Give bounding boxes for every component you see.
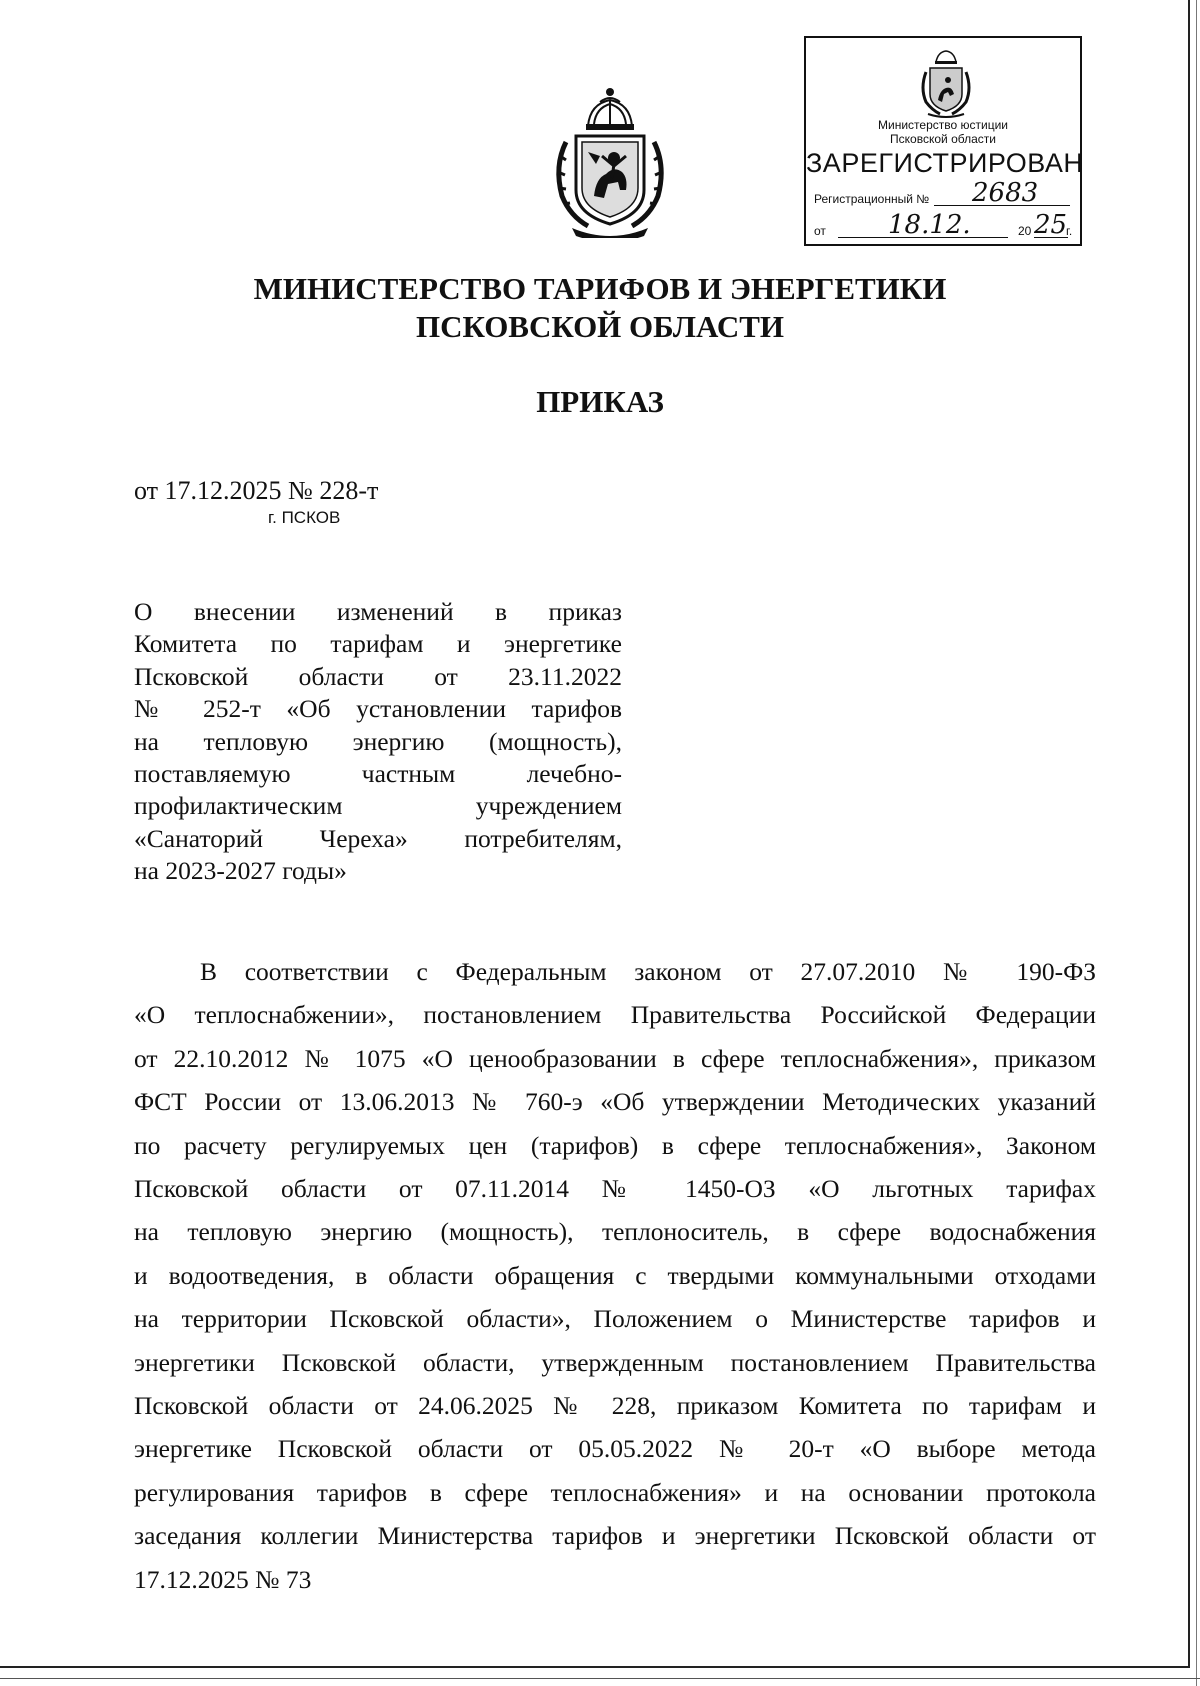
stamp-reg-label: Регистрационный №: [814, 192, 930, 206]
subject-line: поставляемую частным лечебно-: [134, 759, 622, 789]
body-line: 17.12.2025 № 73: [134, 1564, 312, 1594]
stamp-date: 18.12.: [888, 210, 971, 240]
body-line: В соответствии с Федеральным законом от 27.07.2010 № 190-ФЗ: [200, 957, 1096, 986]
stamp-date-line: [812, 210, 1076, 240]
stamp-year: 25: [1034, 210, 1068, 240]
stamp-registration-line: [812, 178, 1076, 208]
body-line: и водоотведения, в области обращения с твердыми коммунальными отходами: [134, 1260, 1096, 1290]
subject-line: на тепловую энергию (мощность),: [134, 726, 622, 756]
subject-line: профилактическим учреждением: [134, 791, 622, 821]
stamp-ministry-line2: Псковской области: [890, 132, 996, 146]
order-city: г. ПСКОВ: [268, 508, 341, 527]
stamp-date-prefix: от: [814, 224, 826, 238]
body-line: по расчету регулируемых цен (тарифов) в сфере теплоснабжения», Законом: [134, 1130, 1096, 1160]
body-line: заседания коллегии Министерства тарифов и энергетики Псковской области от: [134, 1521, 1096, 1551]
order-body: [134, 950, 1096, 1601]
stamp-coat-of-arms-icon: [918, 48, 974, 118]
registration-stamp: [804, 36, 1082, 246]
scan-border-bottom-outer: [0, 1678, 1200, 1679]
subject-line: № 252-т «Об установлении тарифов: [134, 694, 622, 724]
document-type: ПРИКАЗ: [536, 384, 664, 419]
scan-border-right: [1188, 0, 1190, 1668]
ministry-title-line1: МИНИСТЕРСТВО ТАРИФОВ И ЭНЕРГЕТИКИ: [253, 271, 947, 306]
body-line: «О теплоснабжении», постановлением Правительства Российской Федерации: [134, 1000, 1096, 1030]
coat-of-arms-icon: [548, 86, 672, 238]
body-line: ФСТ России от 13.06.2013 № 760-э «Об утверждении Методических указаний: [134, 1087, 1096, 1117]
body-line: энергетике Псковской области от 05.05.2022 № 20-т «О выборе метода: [134, 1434, 1096, 1464]
stamp-status: ЗАРЕГИСТРИРОВАН: [806, 148, 1084, 178]
stamp-reg-number: 2683: [972, 178, 1039, 208]
order-date-number: от 17.12.2025 № 228-т: [134, 476, 379, 505]
subject-line: «Санаторий Череха» потребителям,: [134, 823, 622, 853]
subject-line: на 2023-2027 годы»: [134, 856, 347, 886]
scan-border-right-outer: [1196, 0, 1197, 1686]
body-line: на территории Псковской области», Положением о Министерстве тарифов и: [134, 1304, 1096, 1334]
ministry-title-line2: ПСКОВСКОЙ ОБЛАСТИ: [415, 309, 785, 344]
stamp-ministry-name: [806, 118, 1080, 146]
body-line: от 22.10.2012 № 1075 «О ценообразовании в сфере теплоснабжения», приказом: [134, 1043, 1096, 1073]
body-line: энергетики Псковской области, утвержденным постановлением Правительства: [134, 1347, 1096, 1377]
subject-line: О внесении изменений в приказ: [134, 597, 622, 626]
subject-line: Псковской области от 23.11.2022: [134, 661, 622, 691]
order-subject: [134, 596, 622, 888]
body-line: регулирования тарифов в сфере теплоснабжения» и на основании протокола: [134, 1477, 1096, 1507]
body-line: на тепловую энергию (мощность), теплоноситель, в сфере водоснабжения: [134, 1217, 1096, 1247]
scan-border-bottom: [0, 1666, 1190, 1668]
subject-line: Комитета по тарифам и энергетике: [134, 629, 622, 659]
stamp-year-suffix: г.: [1066, 224, 1073, 238]
ministry-title: [200, 270, 1000, 346]
stamp-year-prefix: 20: [1018, 224, 1032, 238]
body-line: Псковской области от 24.06.2025 № 228, приказом Комитета по тарифам и: [134, 1391, 1096, 1421]
stamp-ministry-line1: Министерство юстиции: [878, 118, 1008, 132]
body-line: Псковской области от 07.11.2014 № 1450-ОЗ «О льготных тарифах: [134, 1174, 1096, 1204]
